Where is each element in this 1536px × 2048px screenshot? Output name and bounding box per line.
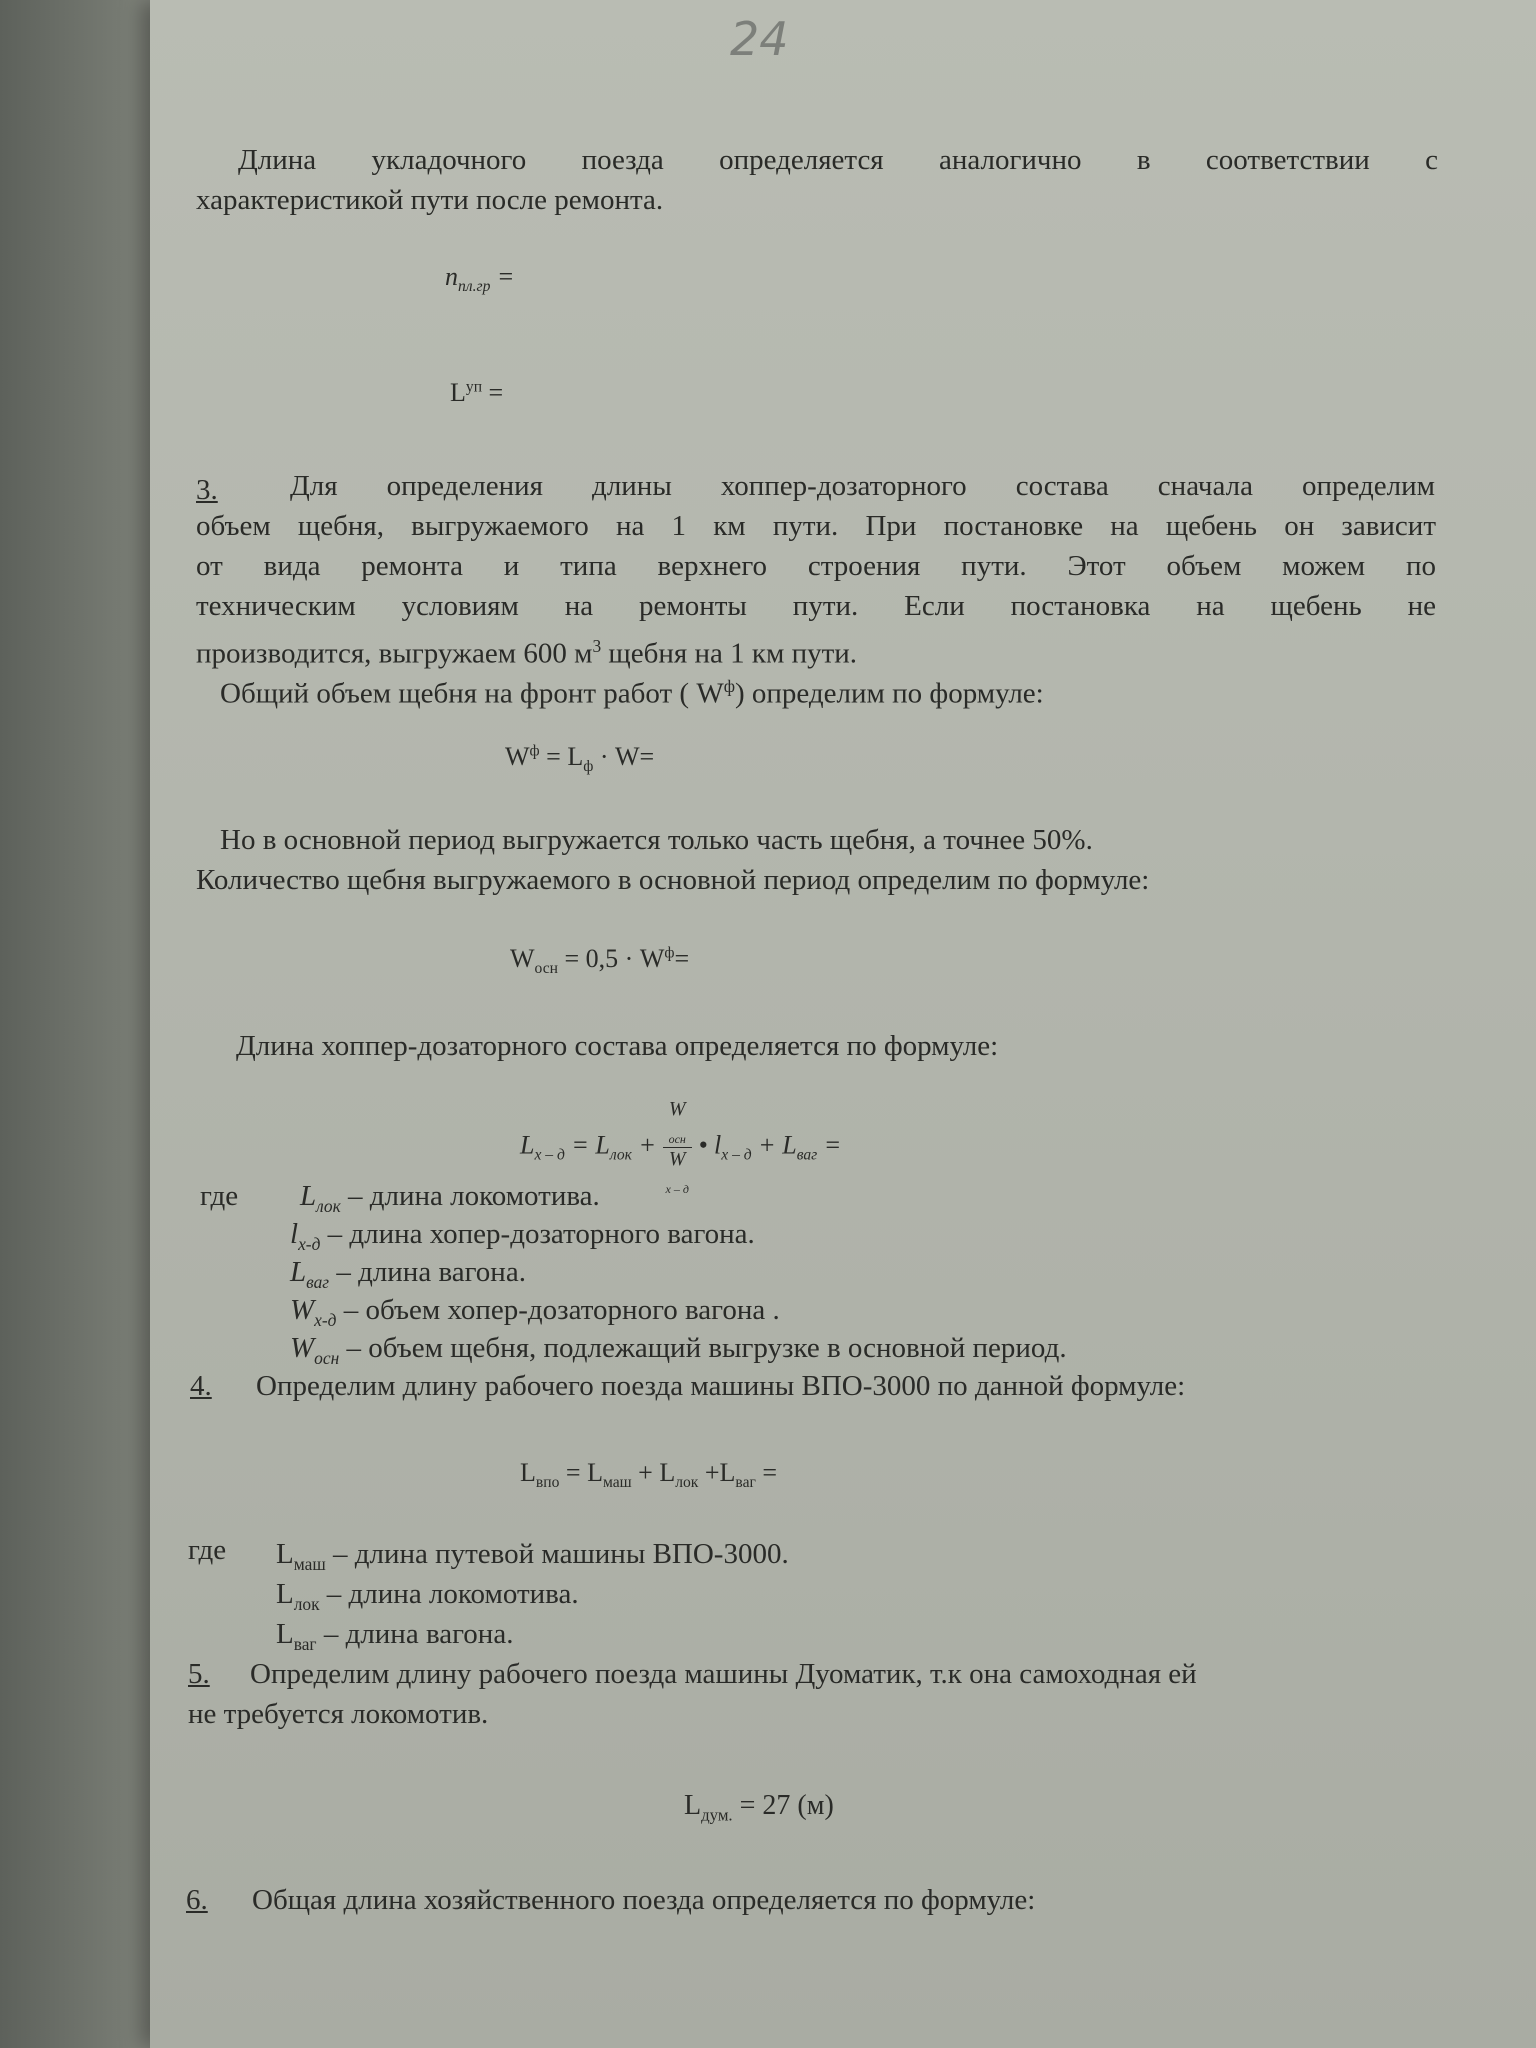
paragraph-line: Общая длина хозяйственного поезда определяется по формуле: [252,1884,1036,1916]
paragraph-line: не требуется локомотив. [188,1698,489,1730]
paragraph-line: Но в основной период выгружается только часть щебня, а точнее 50%. [220,824,1093,856]
definition-item: $L_{лок}$ – длина локомотива. [300,1180,600,1216]
definition-item: $l_{х-д}$ – длина хопер-дозаторного вагона. [290,1218,755,1254]
document-page [150,0,1536,2048]
definition-item: $L_{ваг}$ – длина вагона. [290,1256,526,1292]
definition-item: $L_{маш}$ – длина путевой машины ВПО-3000. [276,1538,789,1574]
definition-item: $L_{лок}$ – длина локомотива. [276,1578,579,1614]
paragraph-line: производится, выгружаем 600 $м^3$ щебня на 1 км пути. [196,636,858,670]
formula-L-up: $L^{уп}$ = [450,378,504,407]
paragraph-line: Длина укладочного поезда определяется аналогично в соответствии с [238,144,1438,176]
definition-item: $L_{ваг}$ – длина вагона. [276,1618,514,1654]
paragraph-line: Длина хоппер-дозаторного состава определяется по формуле: [236,1030,999,1062]
definition-item: $W_{х-д}$ – объем хопер-дозаторного вагона . [290,1294,780,1330]
paragraph-line: Для определения длины хоппер-дозаторного состава сначала определим [290,470,1435,502]
fraction: W $_{осн}$ W $_{х - д}$ [663,1098,692,1197]
page-number: 24 [730,12,789,66]
paragraph-line: от вида ремонта и типа верхнего строения пути. Этот объем можем по [196,550,1436,582]
section-number: 4. [190,1370,212,1402]
where-label: где [200,1180,239,1212]
formula-ldum: $L_{дум.} = 27$ (м) [684,1790,834,1825]
paragraph-line: Определим длину рабочего поезда машины ВПО-3000 по данной формуле: [256,1370,1186,1402]
formula-lvpo: $L_{впо} = L_{маш} + L_{лок} +L_{ваг}$ = [520,1458,778,1492]
paragraph-line: Определим длину рабочего поезда машины Дуоматик, т.к она самоходная ей [250,1658,1197,1690]
paragraph-line: Общий объем щебня на фронт работ ( $W^ф$) определим по формуле: [220,676,1044,710]
formula-n: $n_{пл.гр}$ = [445,262,515,296]
background-shadow [0,0,170,2048]
where-label: где [188,1534,227,1566]
section-number: 5. [188,1658,210,1690]
paragraph-line: объем щебня, выгружаемого на 1 км пути. При постановке на щебень он зависит [196,510,1436,542]
section-number: 6. [186,1884,208,1916]
formula-w: $W^ф = L_ф \cdot W=$ [505,742,655,776]
section-number: 3. [196,474,218,506]
formula-lxd: $L_{х - д} = L_{лок}$ + W $_{осн}$ W $_{х - д}$ • $l_{х - д} + L_{ваг}$ = [520,1098,842,1196]
paragraph-line: характеристикой пути после ремонта. [196,184,664,216]
paragraph-line: Количество щебня выгружаемого в основной период определим по формуле: [196,864,1150,896]
paragraph-line: техническим условиям на ремонты пути. Если постановка на щебень не [196,590,1436,622]
definition-item: $W_{осн}$ – объем щебня, подлежащий выгрузке в основной период. [290,1332,1067,1368]
formula-wosn: $W_{осн} = 0,5 \cdot W^ф=$ [510,944,690,978]
